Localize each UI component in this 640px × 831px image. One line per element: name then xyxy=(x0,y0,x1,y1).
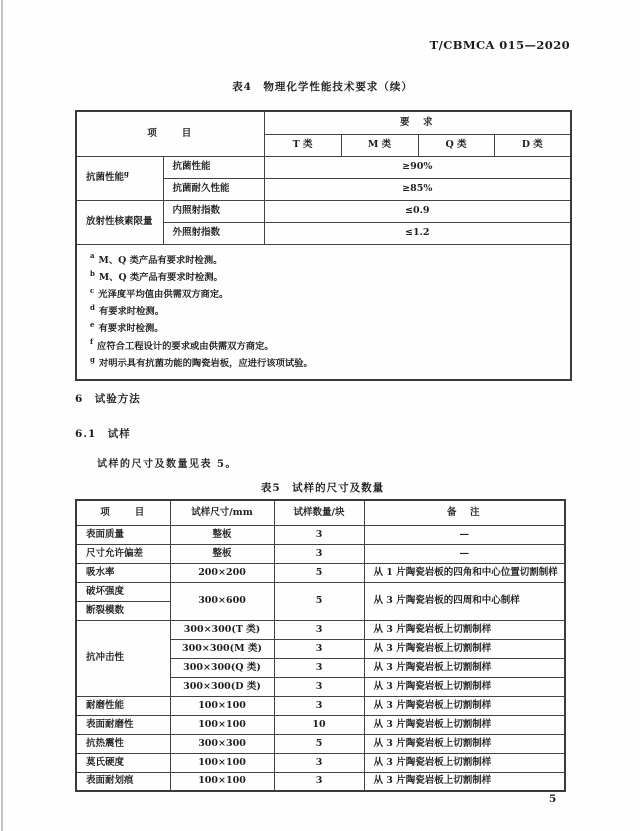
scan-edge-artifact xyxy=(1,0,3,831)
cell-note: 从 3 片陶瓷岩板上切割制样 xyxy=(364,753,565,772)
table4-row-label: 内照射指数 xyxy=(163,200,264,222)
table4-row-label: 外照射指数 xyxy=(163,222,264,244)
footnote-line xyxy=(90,338,562,355)
cell-item: 莫氏硬度 xyxy=(76,753,170,772)
table4-group-radionuclide: 放射性核素限量 xyxy=(76,200,163,244)
section-6-1-heading: 6.1 试样 xyxy=(75,428,131,440)
footnote-line xyxy=(90,320,562,337)
table4-row-value: ≤0.9 xyxy=(264,200,571,222)
cell-note: 从 3 片陶瓷岩板上切割制样 xyxy=(364,772,565,791)
cell-item: 耐磨性能 xyxy=(76,696,170,715)
cell-item: 表面耐磨性 xyxy=(76,715,170,734)
cell-size: 整板 xyxy=(170,525,274,544)
cell-qty: 5 xyxy=(274,582,364,620)
table4-header-item: 项 目 xyxy=(76,111,264,156)
cell-note: — xyxy=(364,544,565,563)
table4-row-label: 抗菌性能 xyxy=(163,156,264,178)
footnote-text: M、Q 类产品有要求时检测。 xyxy=(98,271,223,283)
group-label: 抗菌性能 xyxy=(86,172,125,184)
table4-row-label: 抗菌耐久性能 xyxy=(163,178,264,200)
cell-qty: 3 xyxy=(274,696,364,715)
table-row xyxy=(76,734,565,753)
cell-item: 表面耐划痕 xyxy=(76,772,170,791)
cell-qty: 5 xyxy=(274,734,364,753)
cell-item: 抗冲击性 xyxy=(76,620,170,696)
page-number: 5 xyxy=(549,793,557,805)
footnote-marker: e xyxy=(90,320,95,330)
footnote-line xyxy=(90,269,562,286)
table-row xyxy=(76,772,565,791)
document-reference: T/CBMCA 015—2020 xyxy=(429,38,570,52)
table-row xyxy=(76,696,565,715)
table5-header-item: 项 目 xyxy=(76,500,170,525)
cell-qty: 3 xyxy=(274,620,364,639)
cell-size: 300×300 xyxy=(170,734,274,753)
table-row xyxy=(76,620,565,639)
cell-qty: 5 xyxy=(274,563,364,582)
cell-size: 300×300(T 类) xyxy=(170,620,274,639)
footnote-text: 有要求时检测。 xyxy=(98,306,164,318)
cell-qty: 3 xyxy=(274,544,364,563)
footnote-marker: b xyxy=(90,268,95,278)
cell-size: 100×100 xyxy=(170,715,274,734)
cell-size: 300×300(D 类) xyxy=(170,677,274,696)
footnote-line xyxy=(90,286,562,303)
cell-note: 从 3 片陶瓷岩板上切割制样 xyxy=(364,639,565,658)
table5-title: 表5 试样的尺寸及数量 xyxy=(260,482,385,494)
table4-header-class-m: M 类 xyxy=(341,134,418,156)
cell-qty: 3 xyxy=(274,677,364,696)
footnote-marker: f xyxy=(90,337,94,347)
cell-qty: 3 xyxy=(274,525,364,544)
footnote-line xyxy=(90,355,562,372)
table-row xyxy=(76,544,565,563)
cell-item: 吸水率 xyxy=(76,563,170,582)
table-row xyxy=(76,753,565,772)
table4-header-requirement: 要 求 xyxy=(264,111,571,134)
footnote-text: 对明示具有抗菌功能的陶瓷岩板，应进行该项试验。 xyxy=(98,357,313,369)
cell-note: 从 3 片陶瓷岩板上切割制样 xyxy=(364,658,565,677)
cell-note: 从 3 片陶瓷岩板上切割制样 xyxy=(364,696,565,715)
table4-header-class-q: Q 类 xyxy=(418,134,494,156)
footnote-marker: g xyxy=(124,168,129,178)
cell-qty: 3 xyxy=(274,753,364,772)
table4-row-value: ≥90% xyxy=(264,156,571,178)
cell-size: 200×200 xyxy=(170,563,274,582)
cell-qty: 3 xyxy=(274,772,364,791)
table-row xyxy=(76,715,565,734)
cell-note: 从 3 片陶瓷岩板上切割制样 xyxy=(364,715,565,734)
cell-qty: 10 xyxy=(274,715,364,734)
cell-size: 整板 xyxy=(170,544,274,563)
cell-note: 从 3 片陶瓷岩板上切割制样 xyxy=(364,734,565,753)
table-row xyxy=(76,525,565,544)
table4-header-class-d: D 类 xyxy=(494,134,571,156)
table-row xyxy=(76,582,565,601)
cell-qty: 3 xyxy=(274,658,364,677)
cell-item: 断裂模数 xyxy=(76,601,170,620)
footnote-marker: d xyxy=(90,303,95,313)
table4-footnotes xyxy=(76,244,571,380)
cell-size: 100×100 xyxy=(170,696,274,715)
footnote-text: 有要求时检测。 xyxy=(98,323,164,335)
cell-note: 从 3 片陶瓷岩板的四周和中心制样 xyxy=(364,582,565,620)
cell-item: 破坏强度 xyxy=(76,582,170,601)
section-6-1-paragraph: 试样的尺寸及数量见表 5。 xyxy=(97,459,237,470)
cell-note: 从 3 片陶瓷岩板上切割制样 xyxy=(364,677,565,696)
section-6-heading: 6 试验方法 xyxy=(75,393,141,405)
table4-title: 表4 物理化学性能技术要求（续） xyxy=(232,81,413,93)
footnote-text: 光泽度平均值由供需双方商定。 xyxy=(98,288,229,300)
cell-size: 300×300(Q 类) xyxy=(170,658,274,677)
table5-header-qty: 试样数量/块 xyxy=(274,500,364,525)
cell-size: 300×300(M 类) xyxy=(170,639,274,658)
table4-physical-chemical-requirements xyxy=(75,110,572,381)
cell-size: 100×100 xyxy=(170,753,274,772)
table5-header-size: 试样尺寸/mm xyxy=(170,500,274,525)
footnote-line xyxy=(90,252,562,269)
footnote-marker: a xyxy=(90,251,95,261)
cell-note: 从 1 片陶瓷岩板的四角和中心位置切割制样 xyxy=(364,563,565,582)
table4-row-value: ≤1.2 xyxy=(264,222,571,244)
cell-item: 表面质量 xyxy=(76,525,170,544)
table5-header-note: 备 注 xyxy=(364,500,565,525)
cell-size: 100×100 xyxy=(170,772,274,791)
cell-note: — xyxy=(364,525,565,544)
footnote-marker: c xyxy=(90,285,95,295)
cell-note: 从 3 片陶瓷岩板上切割制样 xyxy=(364,620,565,639)
table4-group-antibacterial xyxy=(76,156,163,200)
footnote-marker: g xyxy=(90,354,95,364)
cell-qty: 3 xyxy=(274,639,364,658)
cell-size: 300×600 xyxy=(170,582,274,620)
table-row xyxy=(76,563,565,582)
footnote-text: M、Q 类产品有要求时检测。 xyxy=(98,254,223,266)
footnote-line xyxy=(90,303,562,320)
table4-header-class-t: T 类 xyxy=(264,134,341,156)
table4-row-value: ≥85% xyxy=(264,178,571,200)
cell-item: 尺寸允许偏差 xyxy=(76,544,170,563)
cell-item: 抗热震性 xyxy=(76,734,170,753)
footnote-text: 应符合工程设计的要求或由供需双方商定。 xyxy=(97,340,274,352)
table5-sample-size-quantity xyxy=(75,499,566,792)
